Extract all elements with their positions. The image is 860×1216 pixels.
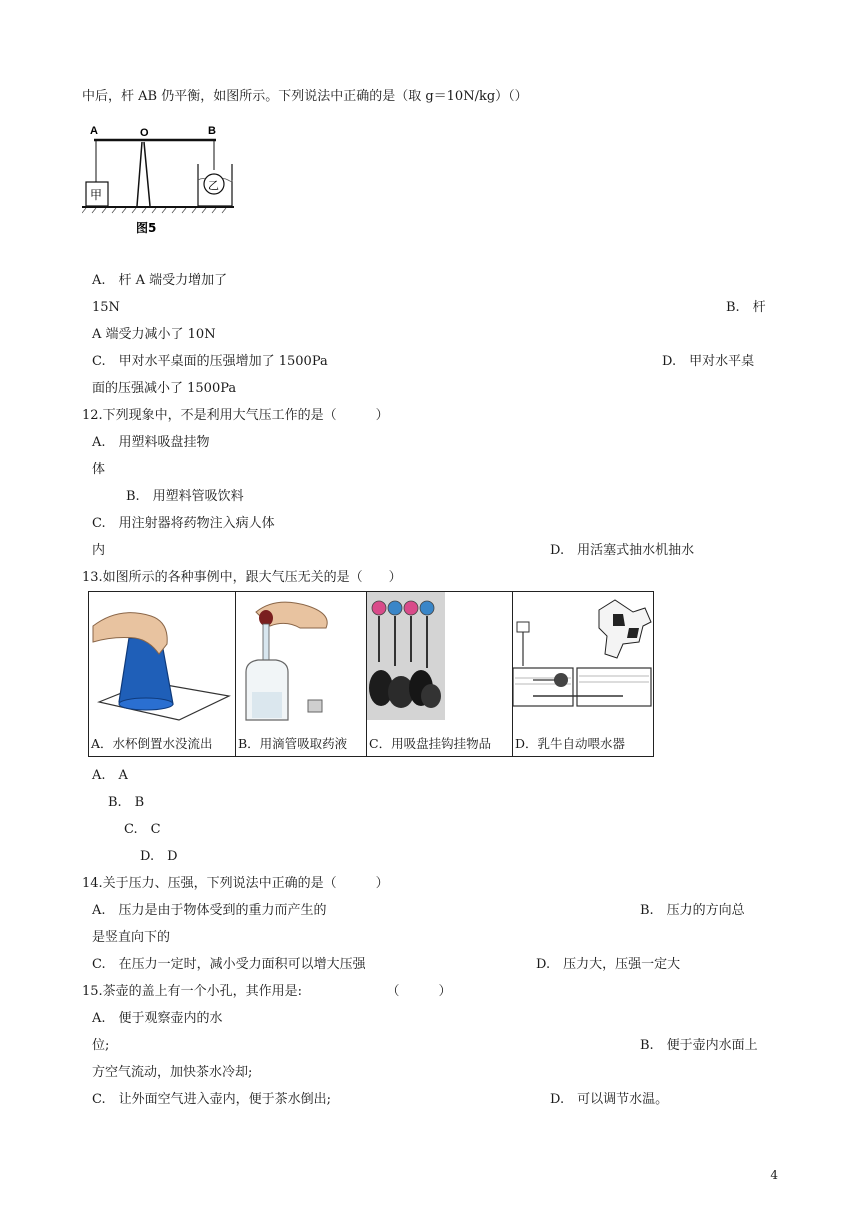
- q11-stem: 中后，杆 AB 仍平衡，如图所示。下列说法中正确的是（取 g＝10N/kg）（）: [82, 89, 528, 104]
- picture-cell-a: [89, 592, 236, 757]
- picture-caption-b: B．用滴管吸取药液: [238, 736, 348, 751]
- q12-option-c-line1: C. 用注射器将药物注入病人体: [92, 516, 275, 531]
- q14-option-c: C. 在压力一定时，减小受力面积可以增大压强: [92, 957, 366, 972]
- q12-option-b: B. 用塑料管吸饮料: [126, 489, 244, 504]
- picture-caption-a: A．水杯倒置水没流出: [91, 736, 213, 751]
- picture-caption-c: C．用吸盘挂钩挂物品: [369, 736, 492, 751]
- q13-option-d: D. D: [140, 849, 178, 864]
- page-number: 4: [770, 1168, 778, 1182]
- figure-caption: 图5: [136, 221, 157, 235]
- q15-option-b-line1: B. 便于壶内水面上: [640, 1038, 758, 1053]
- label-jia: 甲: [90, 188, 103, 202]
- q12-option-a-line1: A. 用塑料吸盘挂物: [92, 435, 210, 450]
- q11-option-a-line1: A. 杆 A 端受力增加了: [92, 273, 228, 288]
- q12-option-c-line2: 内: [92, 543, 106, 558]
- q13-picture-table: [88, 591, 654, 757]
- q11-option-a-line2: 15N: [92, 300, 120, 315]
- q12-option-a-line2: 体: [92, 462, 106, 477]
- suction-hooks-image: [367, 592, 512, 732]
- q12-option-d: D. 用活塞式抽水机抽水: [550, 543, 695, 558]
- q11-option-d-line2: 面的压强减小了 1500Pa: [92, 381, 237, 396]
- picture-cell-c: [367, 592, 513, 757]
- q11-option-d-line1: D. 甲对水平桌: [662, 354, 755, 369]
- q14-option-b-line2: 是竖直向下的: [92, 930, 171, 945]
- picture-cell-d: [513, 592, 654, 757]
- dropper-bottle-image: [236, 592, 366, 732]
- q13-option-c: C. C: [124, 822, 161, 837]
- q13-stem: 13.如图所示的各种事例中，跟大气压无关的是（ ）: [82, 570, 402, 585]
- q11-option-c: C. 甲对水平桌面的压强增加了 1500Pa: [92, 354, 328, 369]
- q14-stem: 14.关于压力、压强，下列说法中正确的是（ ）: [82, 876, 389, 891]
- q15-option-c: C. 让外面空气进入壶内，便于茶水倒出;: [92, 1092, 331, 1107]
- q14-option-d: D. 压力大，压强一定大: [536, 957, 681, 972]
- inverted-cup-image: [89, 592, 235, 732]
- label-o: O: [140, 127, 149, 139]
- q13-option-b: B. B: [108, 795, 145, 810]
- label-b: B: [208, 125, 216, 137]
- q14-option-a: A. 压力是由于物体受到的重力而产生的: [92, 903, 327, 918]
- picture-cell-b: [236, 592, 367, 757]
- q14-option-b-line1: B. 压力的方向总: [640, 903, 745, 918]
- q13-option-a: A. A: [92, 768, 128, 783]
- lever-figure: [82, 120, 242, 240]
- q11-option-b-line1: B. 杆: [726, 300, 766, 315]
- cow-water-feeder-image: [513, 592, 653, 732]
- q11-option-b-line2: A 端受力减小了 10N: [92, 327, 216, 342]
- label-yi: 乙: [208, 179, 219, 192]
- q15-stem: 15.茶壶的盖上有一个小孔，其作用是: （ ）: [82, 984, 452, 999]
- q12-stem: 12.下列现象中，不是利用大气压工作的是（ ）: [82, 408, 389, 423]
- q15-option-a-line1: A. 便于观察壶内的水: [92, 1011, 223, 1026]
- q15-option-b-line2: 方空气流动，加快茶水冷却;: [92, 1065, 253, 1080]
- lever-diagram: [82, 120, 242, 240]
- picture-caption-d: D．乳牛自动喂水器: [515, 736, 626, 751]
- q15-option-a-line2: 位;: [92, 1038, 110, 1053]
- q15-option-d: D. 可以调节水温。: [550, 1092, 669, 1107]
- label-a: A: [90, 125, 98, 137]
